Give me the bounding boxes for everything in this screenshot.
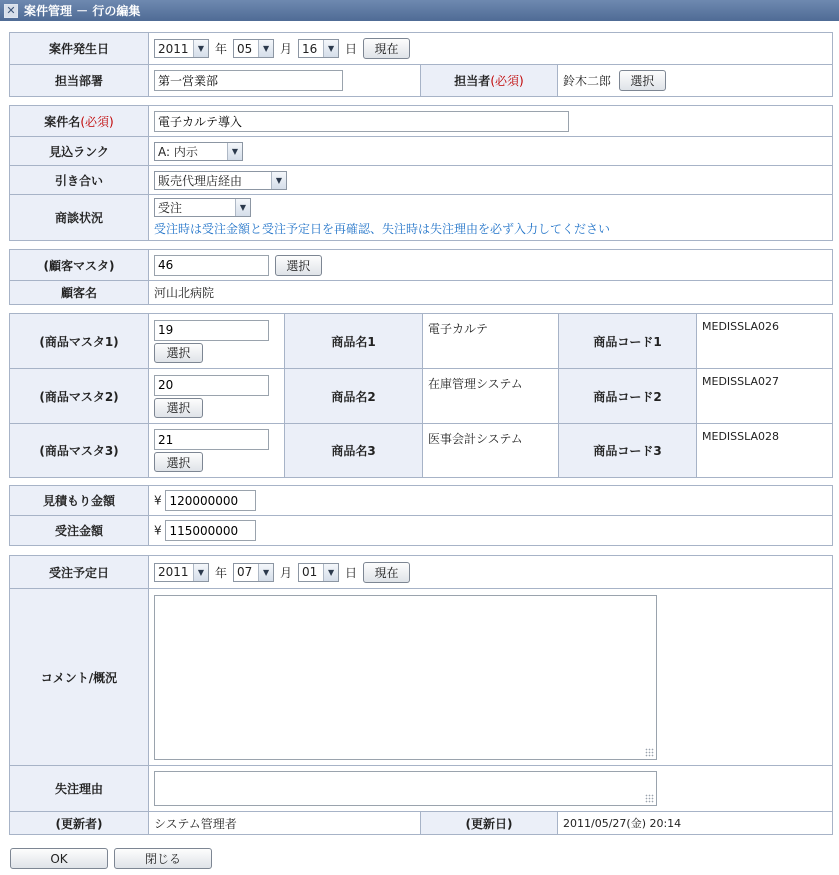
product-master-cell xyxy=(149,369,285,424)
product-name-label: 商品名1 xyxy=(285,314,423,369)
chevron-down-icon: ▼ xyxy=(323,564,338,581)
person-select-button[interactable]: 選択 xyxy=(619,70,666,91)
lost-reason-label: 失注理由 xyxy=(10,766,149,812)
product-row xyxy=(10,424,833,478)
comment-cell xyxy=(149,589,833,766)
estimate-currency: ¥ xyxy=(154,493,162,508)
product-select-button[interactable]: 選択 xyxy=(154,398,203,418)
occurrence-date-label: 案件発生日 xyxy=(10,33,149,65)
occurrence-date-cell: 2011 ▼ 年 05 ▼ 月 16 ▼ 日 現在 xyxy=(149,33,833,65)
section-customer xyxy=(9,249,833,305)
section-products xyxy=(9,313,833,478)
occurrence-year-select[interactable]: 2011 ▼ xyxy=(154,39,209,58)
required-mark: (必須) xyxy=(490,74,524,88)
updated-value: 2011/05/27(金) 20:14 xyxy=(558,812,833,835)
product-code-value: MEDISSLA028 xyxy=(697,424,833,478)
product-code-value: MEDISSLA027 xyxy=(697,369,833,424)
chevron-down-icon: ▼ xyxy=(271,172,286,189)
order-amount-currency: ¥ xyxy=(154,523,162,538)
product-code-label: 商品コード1 xyxy=(559,314,697,369)
inquiry-cell xyxy=(149,166,833,195)
rank-cell xyxy=(149,137,833,166)
order-month-select[interactable]: 07 ▼ xyxy=(233,563,274,582)
lost-reason-textarea[interactable] xyxy=(154,771,657,806)
resize-handle-icon[interactable] xyxy=(645,748,654,757)
customer-name-label: 顧客名 xyxy=(10,281,149,305)
section-basic xyxy=(9,32,833,97)
order-year-select[interactable]: 2011 ▼ xyxy=(154,563,209,582)
estimate-label: 見積もり金額 xyxy=(10,486,149,516)
inquiry-label: 引き合い xyxy=(10,166,149,195)
product-master-input[interactable] xyxy=(154,429,269,450)
chevron-down-icon: ▼ xyxy=(323,40,338,57)
chevron-down-icon: ▼ xyxy=(235,199,250,216)
product-master-label: (商品マスタ3) xyxy=(10,424,149,478)
customer-master-input[interactable] xyxy=(154,255,269,276)
product-master-input[interactable] xyxy=(154,320,269,341)
section-order xyxy=(9,555,833,835)
required-mark: (必須) xyxy=(80,114,114,129)
order-amount-input[interactable] xyxy=(165,520,256,541)
product-code-value: MEDISSLA026 xyxy=(697,314,833,369)
product-master-input[interactable] xyxy=(154,375,269,396)
customer-master-cell xyxy=(149,250,833,281)
person-value: 鈴木二郎 xyxy=(563,74,612,88)
ok-button[interactable]: OK xyxy=(10,848,108,869)
customer-name-value: 河山北病院 xyxy=(149,281,833,305)
rank-select[interactable]: A: 内示 ▼ xyxy=(154,142,243,161)
product-name-value: 在庫管理システム xyxy=(423,369,559,424)
lost-reason-cell xyxy=(149,766,833,812)
updated-label: (更新日) xyxy=(421,812,558,835)
product-row xyxy=(10,369,833,424)
resize-handle-icon[interactable] xyxy=(645,794,654,803)
close-icon[interactable]: ✕ xyxy=(4,4,18,18)
order-amount-label: 受注金額 xyxy=(10,516,149,546)
person-label-cell: 担当者(必須) xyxy=(421,65,558,97)
chevron-down-icon: ▼ xyxy=(258,564,273,581)
section-case xyxy=(9,105,833,241)
case-name-input[interactable] xyxy=(154,111,569,132)
product-select-button[interactable]: 選択 xyxy=(154,452,203,472)
window-title: 案件管理 － 行の編集 xyxy=(24,4,141,18)
updater-value: システム管理者 xyxy=(149,812,421,835)
section-amounts xyxy=(9,485,833,546)
footer-right xyxy=(114,848,212,869)
product-row xyxy=(10,314,833,369)
product-master-label: (商品マスタ1) xyxy=(10,314,149,369)
occurrence-day-select[interactable]: 16 ▼ xyxy=(298,39,339,58)
case-name-cell xyxy=(149,106,833,137)
product-master-cell xyxy=(149,424,285,478)
product-name-value: 電子カルテ xyxy=(423,314,559,369)
footer-left xyxy=(10,848,108,869)
customer-select-button[interactable]: 選択 xyxy=(275,255,322,276)
inquiry-select[interactable]: 販売代理店経由 ▼ xyxy=(154,171,287,190)
estimate-input[interactable] xyxy=(165,490,256,511)
product-name-label: 商品名2 xyxy=(285,369,423,424)
status-select[interactable]: 受注 ▼ xyxy=(154,198,251,217)
person-cell xyxy=(558,65,833,97)
product-master-cell xyxy=(149,314,285,369)
order-date-label: 受注予定日 xyxy=(10,556,149,589)
dept-label: 担当部署 xyxy=(10,65,149,97)
product-name-value: 医事会計システム xyxy=(423,424,559,478)
occurrence-now-button[interactable]: 現在 xyxy=(363,38,410,59)
chevron-down-icon: ▼ xyxy=(193,564,208,581)
window-titlebar xyxy=(0,0,839,21)
status-label: 商談状況 xyxy=(10,195,149,241)
chevron-down-icon: ▼ xyxy=(258,40,273,57)
estimate-cell xyxy=(149,486,833,516)
chevron-down-icon: ▼ xyxy=(193,40,208,57)
order-date-cell: 2011 ▼ 年 07 ▼ 月 01 ▼ 日 現在 xyxy=(149,556,833,589)
product-code-label: 商品コード3 xyxy=(559,424,697,478)
rank-label: 見込ランク xyxy=(10,137,149,166)
dept-cell xyxy=(149,65,421,97)
order-now-button[interactable]: 現在 xyxy=(363,562,410,583)
product-code-label: 商品コード2 xyxy=(559,369,697,424)
product-master-label: (商品マスタ2) xyxy=(10,369,149,424)
customer-master-label: (顧客マスタ) xyxy=(10,250,149,281)
product-select-button[interactable]: 選択 xyxy=(154,343,203,363)
order-amount-cell xyxy=(149,516,833,546)
case-name-label-cell: 案件名(必須) xyxy=(10,106,149,137)
status-cell xyxy=(149,195,833,241)
comment-textarea[interactable] xyxy=(154,595,657,760)
chevron-down-icon: ▼ xyxy=(227,143,242,160)
dept-input[interactable] xyxy=(154,70,343,91)
product-name-label: 商品名3 xyxy=(285,424,423,478)
updater-label: (更新者) xyxy=(10,812,149,835)
order-day-select[interactable]: 01 ▼ xyxy=(298,563,339,582)
close-button[interactable]: 閉じる xyxy=(114,848,212,869)
comment-label: コメント/概況 xyxy=(10,589,149,766)
occurrence-month-select[interactable]: 05 ▼ xyxy=(233,39,274,58)
status-note: 受注時は受注金額と受注予定日を再確認、失注時は失注理由を必ず入力してください xyxy=(154,222,611,236)
